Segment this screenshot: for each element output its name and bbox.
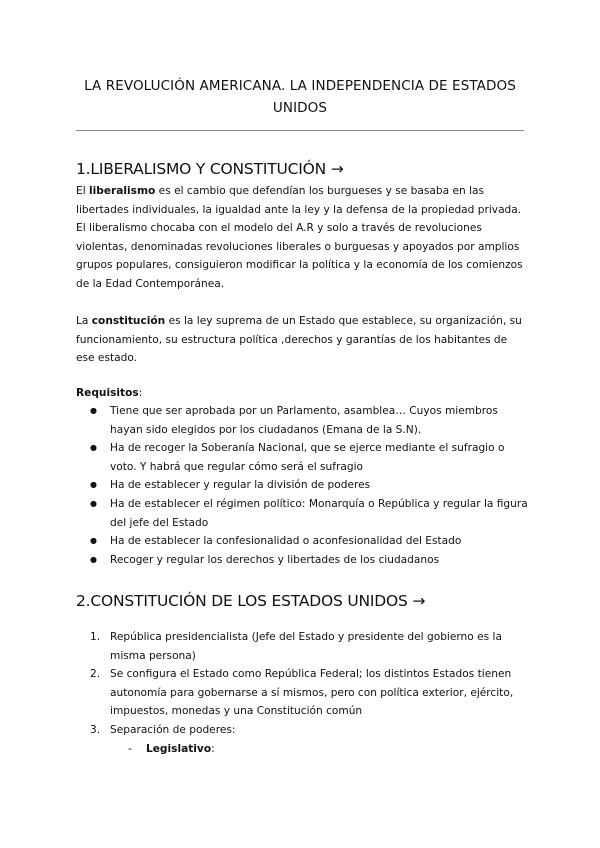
p2-bold-term: constitución bbox=[91, 315, 166, 327]
requisitos-colon: : bbox=[138, 387, 143, 399]
section-2-heading: 2.CONSTITUCIÓN DE LOS ESTADOS UNIDOS → bbox=[76, 592, 426, 610]
title-line-1: LA REVOLUCIÓN AMERICANA. LA INDEPENDENCIA DE ESTADOS bbox=[84, 78, 516, 94]
constitucion-paragraph bbox=[76, 312, 528, 368]
section-1-heading: 1.LIBERALISMO Y CONSTITUCIÓN → bbox=[76, 160, 344, 178]
sub-item-colon: : bbox=[211, 743, 215, 755]
list-item-number: 2. bbox=[90, 668, 101, 681]
list-item: ● Ha de recoger la Soberanía Nacional, que se ejerce mediante el sufragio o voto. Y habrá que regular cómo será el sufragio bbox=[90, 439, 530, 476]
p1-body: es el cambio que defendían los burgueses y se basaba en las libertades individuales, la igualdad ante la ley y la defensa de la propiedad privada. El liberalismo chocaba con el modelo del A.R y solo a través de revoluciones violentas, denominadas revoluciones liberales o burguesas y apoyados por amplios grupos populares, consiguieron modificar la política y la economía de los comienzos de la Edad Contemporánea. bbox=[76, 185, 523, 290]
list-item: ● Ha de establecer y regular la división de poderes bbox=[90, 476, 530, 495]
p1-bold-term: liberalismo bbox=[89, 185, 156, 197]
list-item-text: Se configura el Estado como República Federal; los distintos Estados tienen autonomía para gobernarse a sí mismos, pero con política exterior, ejército, impuestos, monedas y una Constitución común bbox=[110, 668, 514, 718]
sub-item-legislativo bbox=[128, 740, 215, 759]
constitution-features-list bbox=[90, 628, 524, 740]
p1-pre: El bbox=[76, 185, 90, 197]
list-item bbox=[90, 628, 524, 665]
list-item-text: Separación de poderes: bbox=[110, 723, 236, 736]
list-item-number: 3. bbox=[90, 723, 101, 736]
list-item: ● Tiene que ser aprobada por un Parlamento, asamblea… Cuyos miembros hayan sido elegidos por los ciudadanos (Emana de la S.N). bbox=[90, 402, 530, 439]
title-divider bbox=[76, 130, 524, 131]
list-item-text: República presidencialista (Jefe del Estado y presidente del gobierno es la misma persona) bbox=[110, 631, 502, 662]
p2-pre: La bbox=[76, 315, 92, 327]
title-line-2: UNIDOS bbox=[272, 100, 328, 116]
sub-item-label: Legislativo bbox=[146, 743, 212, 755]
requirements-list bbox=[90, 402, 530, 569]
sub-item-dash: - bbox=[128, 743, 132, 755]
p2-body: es la ley suprema de un Estado que establece, su organización, su funcionamiento, su estructura política ,derechos y garantías de los habitantes de ese estado. bbox=[76, 315, 522, 365]
list-item-number: 1. bbox=[90, 631, 101, 643]
list-item bbox=[90, 665, 524, 721]
requisitos-label bbox=[76, 384, 528, 403]
liberalismo-paragraph bbox=[76, 182, 528, 294]
list-item: ● Ha de establecer el régimen político: Monarquía o República y regular la figura del jefe del Estado bbox=[90, 495, 530, 532]
document-title bbox=[60, 75, 540, 119]
list-item bbox=[90, 721, 524, 740]
requisitos-label-bold: Requisitos bbox=[76, 387, 139, 399]
list-item: ● Ha de establecer la confesionalidad o aconfesionalidad del Estado bbox=[90, 532, 530, 551]
list-item: ● Recoger y regular los derechos y libertades de los ciudadanos bbox=[90, 551, 530, 570]
